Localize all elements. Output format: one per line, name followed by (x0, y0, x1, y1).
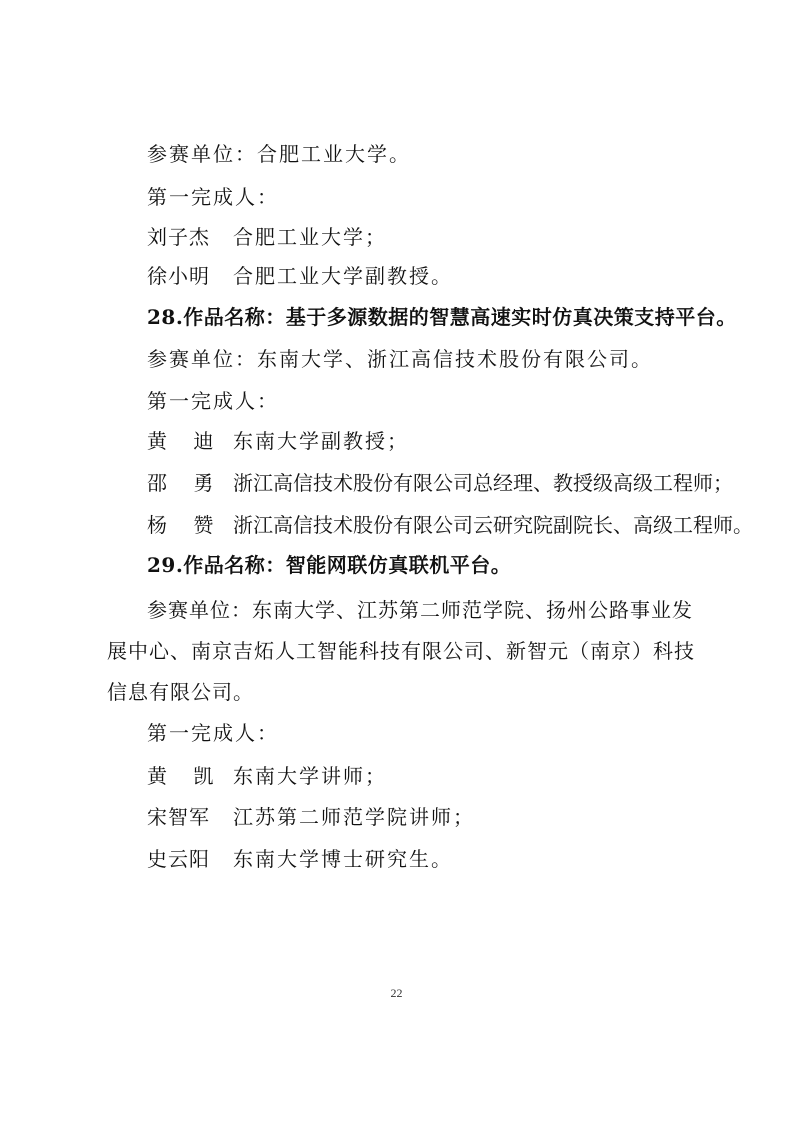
person-line (147, 224, 387, 250)
first-completer-label: 第一完成人： (147, 389, 279, 413)
unit-line-continued: 展中心、南京吉炻人工智能科技有限公司、新智元（南京）科技 (107, 639, 695, 663)
person-name: 黄 迪 (147, 429, 224, 453)
section-heading: 28.作品名称：基于多源数据的智慧高速实时仿真决策支持平台。 (147, 305, 737, 329)
person-affiliation: 江苏第二师范学院讲师； (233, 805, 475, 829)
person-name: 宋智军 (147, 805, 210, 829)
person-name: 徐小明 (147, 264, 210, 288)
unit-line: 参赛单位：合肥工业大学。 (147, 142, 411, 166)
person-affiliation: 东南大学讲师； (233, 764, 387, 788)
person-line (147, 470, 733, 496)
person-line (147, 763, 387, 789)
person-affiliation: 浙江高信技术股份有限公司云研究院副院长、高级工程师。 (233, 513, 753, 537)
person-line (147, 263, 453, 289)
person-name: 杨 赞 (147, 513, 224, 537)
first-completer-label: 第一完成人： (147, 721, 279, 745)
unit-line: 参赛单位：东南大学、江苏第二师范学院、扬州公路事业发 (147, 598, 693, 622)
unit-line-continued: 信息有限公司。 (107, 680, 254, 704)
person-affiliation: 合肥工业大学； (233, 225, 387, 249)
person-affiliation: 东南大学博士研究生。 (233, 847, 453, 871)
unit-line: 参赛单位：东南大学、浙江高信技术股份有限公司。 (147, 347, 653, 371)
person-line (147, 512, 753, 538)
section-heading: 29.作品名称：智能网联仿真联机平台。 (147, 553, 512, 577)
person-name: 黄 凯 (147, 764, 224, 788)
person-line (147, 846, 453, 872)
person-affiliation: 浙江高信技术股份有限公司总经理、教授级高级工程师； (233, 471, 733, 495)
first-completer-label: 第一完成人： (147, 185, 279, 209)
person-affiliation: 合肥工业大学副教授。 (233, 264, 453, 288)
person-name: 史云阳 (147, 847, 210, 871)
page-number: 22 (390, 986, 403, 1000)
person-affiliation: 东南大学副教授； (233, 429, 409, 453)
person-line (147, 804, 475, 830)
person-line (147, 428, 409, 454)
person-name: 邵 勇 (147, 471, 224, 495)
person-name: 刘子杰 (147, 225, 210, 249)
